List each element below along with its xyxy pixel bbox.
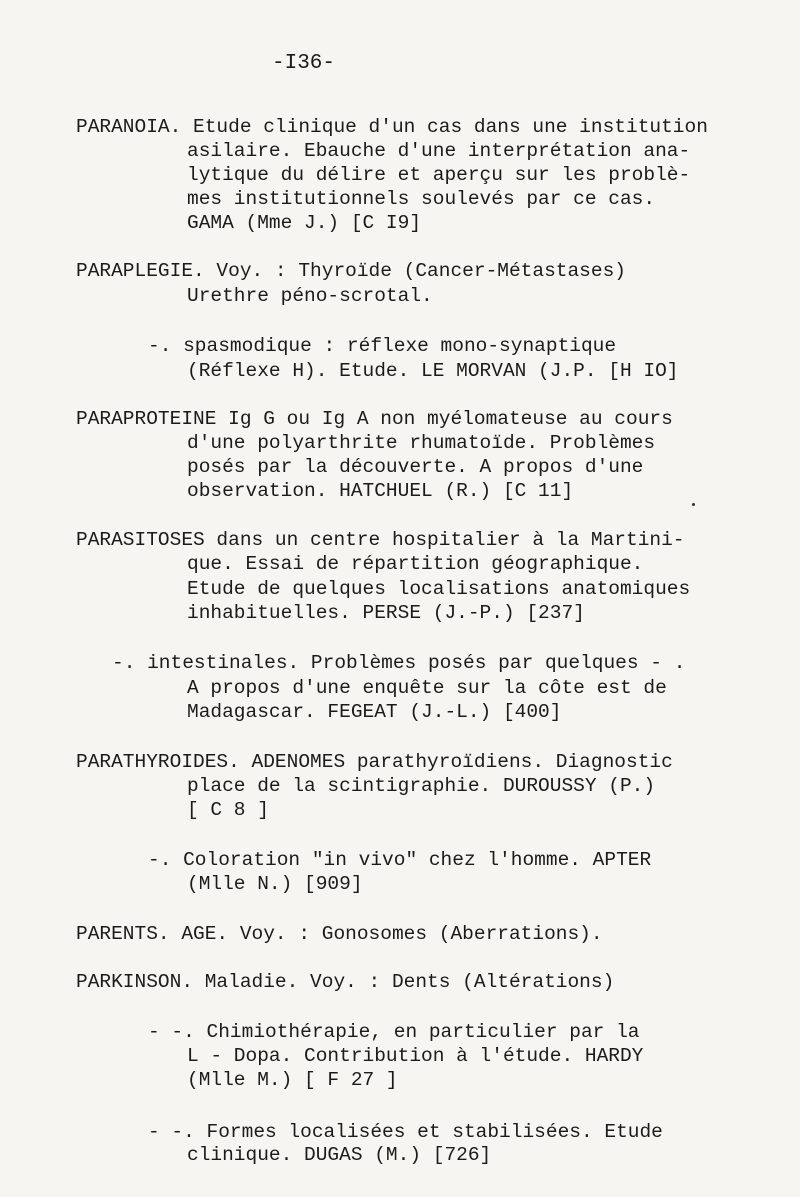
entry-line: asilaire. Ebauche d'une interprétation ana-	[187, 140, 691, 162]
entry-line: - -. Formes localisées et stabilisées. Etude	[148, 1121, 663, 1143]
entry-line: PARANOIA. Etude clinique d'un cas dans une institution	[76, 116, 708, 138]
entry-line: posés par la découverte. A propos d'une	[187, 456, 644, 478]
entry-line: -. intestinales. Problèmes posés par quelques - .	[112, 652, 686, 674]
entry-line: PARAPROTEINE Ig G ou Ig A non myélomateuse au cours	[76, 408, 673, 430]
entry-line: GAMA (Mme J.) [C I9]	[187, 212, 422, 234]
entry-line: clinique. DUGAS (M.) [726]	[187, 1144, 492, 1166]
entry-line: inhabituelles. PERSE (J.-P.) [237]	[187, 602, 585, 624]
entry-line: que. Essai de répartition géographique.	[187, 553, 644, 575]
entry-line: observation. HATCHUEL (R.) [C 11]	[187, 480, 574, 502]
page-number: -I36-	[272, 52, 336, 75]
entry-line: -. Coloration "in vivo" chez l'homme. APTER	[148, 849, 652, 871]
entry-line: PARAPLEGIE. Voy. : Thyroïde (Cancer-Métastases)	[76, 260, 626, 282]
entry-line: PARENTS. AGE. Voy. : Gonosomes (Aberrations).	[76, 923, 603, 945]
entry-line: -. spasmodique : réflexe mono-synaptique	[148, 335, 617, 357]
entry-line: - -. Chimiothérapie, en particulier par la	[148, 1021, 640, 1043]
entry-line: Madagascar. FEGEAT (J.-L.) [400]	[187, 701, 562, 723]
entry-line: A propos d'une enquête sur la côte est de	[187, 677, 667, 699]
entry-line: (Réflexe H). Etude. LE MORVAN (J.P. [H IO]	[187, 360, 679, 382]
entry-line: PARASITOSES dans un centre hospitalier à la Martini-	[76, 529, 685, 551]
entry-line: L - Dopa. Contribution à l'étude. HARDY	[187, 1045, 644, 1067]
entry-line: d'une polyarthrite rhumatoïde. Problèmes	[187, 432, 656, 454]
entry-line: (Mlle N.) [909]	[187, 873, 363, 895]
entry-line: place de la scintigraphie. DUROUSSY (P.)	[187, 775, 656, 797]
entry-line: Etude de quelques localisations anatomiques	[187, 578, 691, 600]
ink-speck	[692, 503, 695, 506]
entry-line: PARKINSON. Maladie. Voy. : Dents (Altérations)	[76, 971, 615, 993]
entry-line: mes institutionnels soulevés par ce cas.	[187, 188, 656, 210]
entry-line: Urethre péno-scrotal.	[187, 285, 433, 307]
entry-line: (Mlle M.) [ F 27 ]	[187, 1069, 398, 1091]
entry-line: PARATHYROIDES. ADENOMES parathyroïdiens. Diagnostic	[76, 751, 673, 773]
entry-line: [ C 8 ]	[187, 799, 269, 821]
entry-line: lytique du délire et aperçu sur les problè-	[187, 164, 691, 186]
